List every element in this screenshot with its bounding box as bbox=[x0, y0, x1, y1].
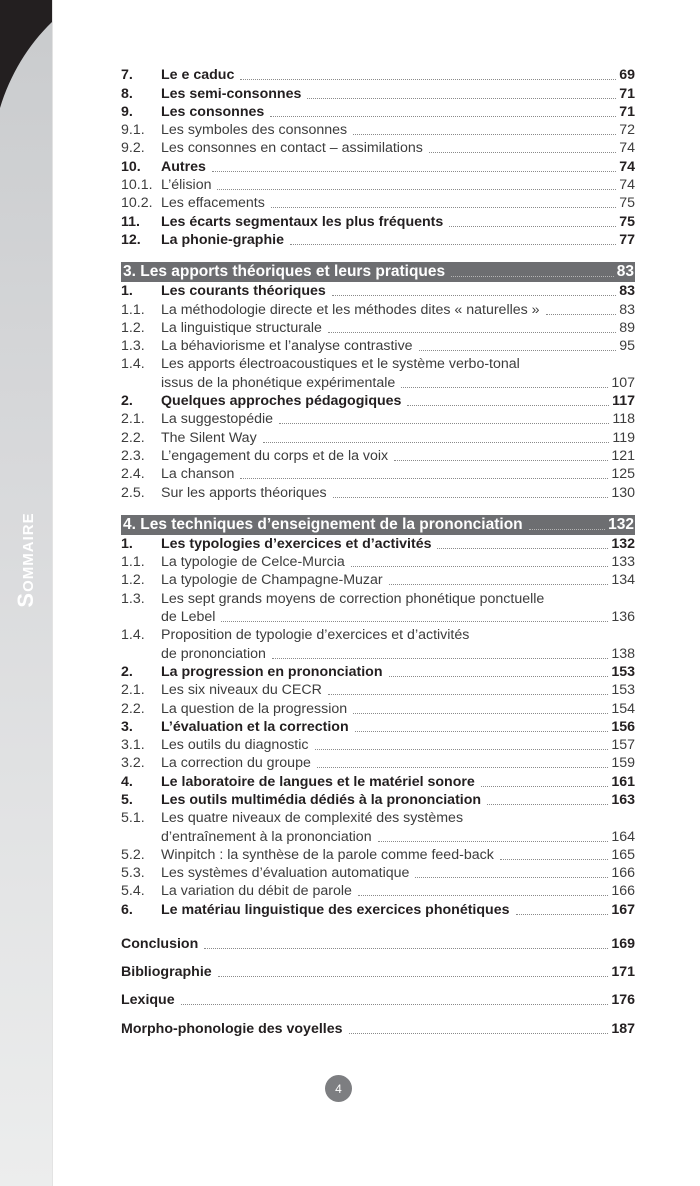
toc-entry[interactable] bbox=[121, 410, 635, 428]
entry-number: 2.1. bbox=[121, 682, 145, 699]
entry-title: Les consonnes bbox=[161, 103, 265, 120]
dot-leader bbox=[389, 584, 609, 585]
entry-number: 2.3. bbox=[121, 447, 145, 464]
entry-page: 171 bbox=[611, 964, 635, 981]
entry-page: 107 bbox=[611, 374, 635, 391]
toc-entry[interactable] bbox=[121, 809, 635, 827]
toc-entry[interactable] bbox=[121, 282, 635, 300]
entry-number: 1.1. bbox=[121, 301, 145, 318]
toc-entry[interactable] bbox=[121, 465, 635, 483]
dot-leader bbox=[307, 98, 616, 99]
entry-page: 119 bbox=[612, 429, 635, 446]
entry-title-line2: issus de la phonétique expérimentale bbox=[161, 374, 396, 391]
entry-page: 176 bbox=[611, 992, 635, 1009]
entry-title: La phonie-graphie bbox=[161, 231, 284, 248]
dot-leader bbox=[240, 79, 616, 80]
dot-leader bbox=[181, 1004, 609, 1005]
toc-entry-continuation[interactable] bbox=[121, 608, 635, 626]
dot-leader bbox=[204, 948, 608, 949]
entry-page: 75 bbox=[619, 213, 635, 230]
dot-leader bbox=[353, 713, 608, 714]
dot-leader bbox=[351, 566, 609, 567]
entry-number: 5. bbox=[121, 791, 133, 808]
dot-leader bbox=[221, 621, 608, 622]
entry-title-line2: d’entraînement à la prononciation bbox=[161, 828, 372, 845]
toc-entry[interactable] bbox=[121, 428, 635, 446]
entry-title: Les systèmes d’évaluation automatique bbox=[161, 865, 410, 882]
entry-number: 6. bbox=[121, 901, 133, 918]
toc-entry[interactable] bbox=[121, 176, 635, 194]
entry-number: 1.4. bbox=[121, 356, 145, 373]
entry-title: L’évaluation et la correction bbox=[161, 718, 349, 735]
dot-leader bbox=[481, 786, 609, 787]
dot-leader bbox=[429, 152, 616, 153]
entry-page: 153 bbox=[611, 682, 635, 699]
entry-number: 2.5. bbox=[121, 484, 145, 501]
entry-title: Conclusion bbox=[121, 935, 199, 952]
toc-entry[interactable] bbox=[121, 483, 635, 501]
entry-title: Les apports électroacoustiques et le système verbo-tonal bbox=[161, 356, 520, 373]
toc-entry[interactable] bbox=[121, 736, 635, 754]
entry-title: L’élision bbox=[161, 177, 212, 194]
entry-number: 8. bbox=[121, 85, 133, 102]
back-matter-entry[interactable] bbox=[121, 1009, 635, 1037]
entry-page: 133 bbox=[611, 554, 635, 571]
dot-leader bbox=[407, 405, 609, 406]
dot-leader bbox=[353, 134, 616, 135]
toc-entry[interactable] bbox=[121, 535, 635, 553]
entry-number: 4. bbox=[121, 773, 133, 790]
entry-title: Les typologies d’exercices et d’activités bbox=[161, 535, 432, 552]
entry-title: Les écarts segmentaux les plus fréquents bbox=[161, 213, 444, 230]
entry-number: 2.4. bbox=[121, 466, 145, 483]
toc-entry[interactable] bbox=[121, 699, 635, 717]
toc-entry[interactable] bbox=[121, 121, 635, 139]
dot-leader bbox=[419, 350, 617, 351]
table-of-contents bbox=[121, 66, 635, 1038]
entry-title: La linguistique structurale bbox=[161, 319, 322, 336]
entry-title: Les consonnes en contact – assimilations bbox=[161, 140, 423, 157]
entry-title-line2: de prononciation bbox=[161, 645, 266, 662]
entry-page: 74 bbox=[619, 140, 635, 157]
toc-entry[interactable] bbox=[121, 900, 635, 918]
entry-title: Les courants théoriques bbox=[161, 283, 326, 300]
entry-number: 2.2. bbox=[121, 700, 145, 717]
dot-leader bbox=[263, 442, 610, 443]
toc-entry[interactable] bbox=[121, 663, 635, 681]
entry-page: 132 bbox=[611, 535, 635, 552]
dot-leader bbox=[451, 276, 614, 277]
section-header-part4[interactable] bbox=[121, 515, 635, 535]
entry-page: 89 bbox=[619, 319, 635, 336]
dot-leader bbox=[355, 731, 609, 732]
entry-number: 5.1. bbox=[121, 810, 145, 827]
entry-title: Autres bbox=[161, 158, 206, 175]
toc-entry[interactable] bbox=[121, 212, 635, 230]
entry-title: Les effacements bbox=[161, 195, 265, 212]
toc-entry[interactable] bbox=[121, 337, 635, 355]
toc-entry-continuation[interactable] bbox=[121, 827, 635, 845]
entry-page: 75 bbox=[619, 195, 635, 212]
toc-entry[interactable] bbox=[121, 355, 635, 373]
entry-title: Sur les apports théoriques bbox=[161, 484, 327, 501]
dot-leader bbox=[271, 207, 616, 208]
entry-title: L’engagement du corps et de la voix bbox=[161, 447, 389, 464]
entry-title: La suggestopédie bbox=[161, 411, 274, 428]
dot-leader bbox=[401, 387, 608, 388]
dot-leader bbox=[270, 116, 616, 117]
entry-title: Le matériau linguistique des exercices phonétiques bbox=[161, 901, 510, 918]
sidebar-label: Sommaire bbox=[13, 512, 38, 608]
entry-number: 1.2. bbox=[121, 319, 145, 336]
entry-page: 157 bbox=[611, 737, 635, 754]
entry-page: 83 bbox=[619, 283, 635, 300]
dot-leader bbox=[415, 877, 608, 878]
entry-number: 9. bbox=[121, 103, 133, 120]
entry-number: 9.1. bbox=[121, 122, 145, 139]
entry-page: 153 bbox=[611, 663, 635, 680]
entry-page: 154 bbox=[611, 700, 635, 717]
toc-entry[interactable] bbox=[121, 772, 635, 790]
entry-page: 161 bbox=[611, 773, 635, 790]
dot-leader bbox=[358, 895, 608, 896]
entry-page: 169 bbox=[611, 935, 635, 952]
dot-leader bbox=[272, 658, 608, 659]
entry-title: La progression en prononciation bbox=[161, 663, 383, 680]
dot-leader bbox=[333, 497, 609, 498]
entry-title: La correction du groupe bbox=[161, 755, 311, 772]
section-title: 4. Les techniques d’enseignement de la prononciation bbox=[123, 515, 523, 533]
entry-page: 130 bbox=[611, 484, 635, 501]
entry-number: 5.2. bbox=[121, 846, 145, 863]
entry-page: 95 bbox=[619, 338, 635, 355]
section-page: 132 bbox=[608, 515, 634, 533]
toc-entry[interactable] bbox=[121, 231, 635, 249]
entry-title: Les outils du diagnostic bbox=[161, 737, 309, 754]
entry-title-line2: de Lebel bbox=[161, 609, 216, 626]
entry-title: Les quatre niveaux de complexité des systèmes bbox=[161, 810, 464, 827]
entry-title: Winpitch : la synthèse de la parole comme feed-back bbox=[161, 846, 494, 863]
dot-leader bbox=[378, 841, 609, 842]
toc-entry[interactable] bbox=[121, 157, 635, 175]
entry-title: La typologie de Celce-Murcia bbox=[161, 554, 345, 571]
dot-leader bbox=[315, 749, 609, 750]
entry-page: 121 bbox=[611, 447, 635, 464]
dot-leader bbox=[290, 244, 616, 245]
entry-page: 156 bbox=[611, 718, 635, 735]
entry-title: La variation du débit de parole bbox=[161, 883, 352, 900]
entry-page: 125 bbox=[611, 466, 635, 483]
entry-title: Les sept grands moyens de correction phonétique ponctuelle bbox=[161, 590, 545, 607]
toc-entry[interactable] bbox=[121, 864, 635, 882]
dot-leader bbox=[487, 804, 608, 805]
corner-decoration bbox=[0, 0, 52, 110]
entry-page: 163 bbox=[611, 791, 635, 808]
entry-title: La béhaviorisme et l’analyse contrastive bbox=[161, 338, 413, 355]
entry-number: 1.3. bbox=[121, 338, 145, 355]
dot-leader bbox=[212, 171, 616, 172]
entry-page: 117 bbox=[612, 393, 635, 410]
entry-number: 1. bbox=[121, 283, 133, 300]
entry-page: 69 bbox=[619, 67, 635, 84]
toc-entry[interactable] bbox=[121, 319, 635, 337]
toc-entry[interactable] bbox=[121, 754, 635, 772]
entry-title: Les outils multimédia dédiés à la prononciation bbox=[161, 791, 482, 808]
dot-leader bbox=[437, 548, 608, 549]
dot-leader bbox=[546, 314, 617, 315]
entry-page: 164 bbox=[611, 828, 635, 845]
entry-title: La typologie de Champagne-Muzar bbox=[161, 572, 383, 589]
section-title: 3. Les apports théoriques et leurs pratiques bbox=[123, 262, 446, 280]
entry-number: 12. bbox=[121, 231, 141, 248]
toc-entry[interactable] bbox=[121, 553, 635, 571]
dot-leader bbox=[394, 460, 608, 461]
entry-number: 3.2. bbox=[121, 755, 145, 772]
entry-number: 5.3. bbox=[121, 865, 145, 882]
toc-entry[interactable] bbox=[121, 194, 635, 212]
toc-entry[interactable] bbox=[121, 589, 635, 607]
toc-entry[interactable] bbox=[121, 139, 635, 157]
dot-leader bbox=[529, 529, 605, 530]
entry-number: 1.2. bbox=[121, 572, 145, 589]
entry-page: 138 bbox=[611, 645, 635, 662]
entry-page: 74 bbox=[619, 177, 635, 194]
entry-page: 83 bbox=[619, 301, 635, 318]
entry-title: La chanson bbox=[161, 466, 235, 483]
entry-number: 10.2. bbox=[121, 195, 153, 212]
entry-page: 167 bbox=[611, 901, 635, 918]
entry-page: 166 bbox=[611, 883, 635, 900]
dot-leader bbox=[317, 767, 608, 768]
back-matter-entry[interactable] bbox=[121, 953, 635, 981]
toc-entry[interactable] bbox=[121, 84, 635, 102]
toc-entry[interactable] bbox=[121, 103, 635, 121]
dot-leader bbox=[240, 478, 608, 479]
toc-entry[interactable] bbox=[121, 882, 635, 900]
entry-number: 3. bbox=[121, 718, 133, 735]
entry-number: 7. bbox=[121, 67, 133, 84]
entry-page: 72 bbox=[619, 122, 635, 139]
entry-number: 1.4. bbox=[121, 627, 145, 644]
entry-title: Les six niveaux du CECR bbox=[161, 682, 322, 699]
entry-number: 2.1. bbox=[121, 411, 145, 428]
toc-entry[interactable] bbox=[121, 66, 635, 84]
entry-title: Bibliographie bbox=[121, 964, 212, 981]
entry-number: 1.3. bbox=[121, 590, 145, 607]
section-header-part3[interactable] bbox=[121, 262, 635, 282]
entry-number: 2. bbox=[121, 663, 133, 680]
entry-title: Les semi-consonnes bbox=[161, 85, 302, 102]
dot-leader bbox=[500, 859, 609, 860]
dot-leader bbox=[328, 332, 616, 333]
entry-number: 10. bbox=[121, 158, 141, 175]
entry-page: 118 bbox=[612, 411, 635, 428]
page-number-badge: 4 bbox=[325, 1075, 352, 1102]
toc-entry[interactable] bbox=[121, 846, 635, 864]
entry-title: Morpho-phonologie des voyelles bbox=[121, 1020, 343, 1037]
toc-entry[interactable] bbox=[121, 718, 635, 736]
entry-title: Le laboratoire de langues et le matériel sonore bbox=[161, 773, 475, 790]
sidebar-tab bbox=[0, 0, 53, 1186]
entry-page: 71 bbox=[619, 85, 635, 102]
toc-entry[interactable] bbox=[121, 681, 635, 699]
section-page: 83 bbox=[616, 262, 634, 280]
entry-number: 10.1. bbox=[121, 177, 153, 194]
entry-number: 1.1. bbox=[121, 554, 145, 571]
toc-entry-continuation[interactable] bbox=[121, 644, 635, 662]
toc-entry[interactable] bbox=[121, 300, 635, 318]
entry-page: 77 bbox=[619, 231, 635, 248]
dot-leader bbox=[389, 676, 609, 677]
entry-page: 166 bbox=[611, 865, 635, 882]
entry-title: Les symboles des consonnes bbox=[161, 122, 348, 139]
entry-title: Lexique bbox=[121, 992, 175, 1009]
dot-leader bbox=[217, 189, 616, 190]
toc-entry-continuation[interactable] bbox=[121, 373, 635, 391]
entry-number: 5.4. bbox=[121, 883, 145, 900]
entry-page: 71 bbox=[619, 103, 635, 120]
entry-title: The Silent Way bbox=[161, 429, 257, 446]
entry-number: 3.1. bbox=[121, 737, 145, 754]
entry-title: La question de la progression bbox=[161, 700, 348, 717]
entry-page: 134 bbox=[611, 572, 635, 589]
toc-entry[interactable] bbox=[121, 447, 635, 465]
entry-number: 2.2. bbox=[121, 429, 145, 446]
dot-leader bbox=[349, 1033, 609, 1034]
entry-title: Proposition de typologie d’exercices et d’activités bbox=[161, 627, 470, 644]
dot-leader bbox=[218, 976, 609, 977]
back-matter-entry[interactable] bbox=[121, 981, 635, 1009]
entry-number: 1. bbox=[121, 535, 133, 552]
toc-entry[interactable] bbox=[121, 626, 635, 644]
dot-leader bbox=[279, 423, 609, 424]
toc-entry[interactable] bbox=[121, 791, 635, 809]
dot-leader bbox=[328, 694, 608, 695]
entry-number: 11. bbox=[121, 213, 140, 230]
entry-page: 159 bbox=[611, 755, 635, 772]
entry-page: 74 bbox=[619, 158, 635, 175]
entry-number: 2. bbox=[121, 393, 133, 410]
entry-page: 187 bbox=[611, 1020, 635, 1037]
entry-title: La méthodologie directe et les méthodes dites « naturelles » bbox=[161, 301, 540, 318]
dot-leader bbox=[516, 914, 609, 915]
back-matter-entry[interactable] bbox=[121, 925, 635, 953]
toc-entry[interactable] bbox=[121, 571, 635, 589]
entry-page: 165 bbox=[611, 846, 635, 863]
entry-page: 136 bbox=[611, 609, 635, 626]
dot-leader bbox=[332, 295, 616, 296]
dot-leader bbox=[449, 226, 616, 227]
toc-entry[interactable] bbox=[121, 392, 635, 410]
entry-number: 9.2. bbox=[121, 140, 145, 157]
entry-title: Le e caduc bbox=[161, 67, 235, 84]
entry-title: Quelques approches pédagogiques bbox=[161, 393, 402, 410]
